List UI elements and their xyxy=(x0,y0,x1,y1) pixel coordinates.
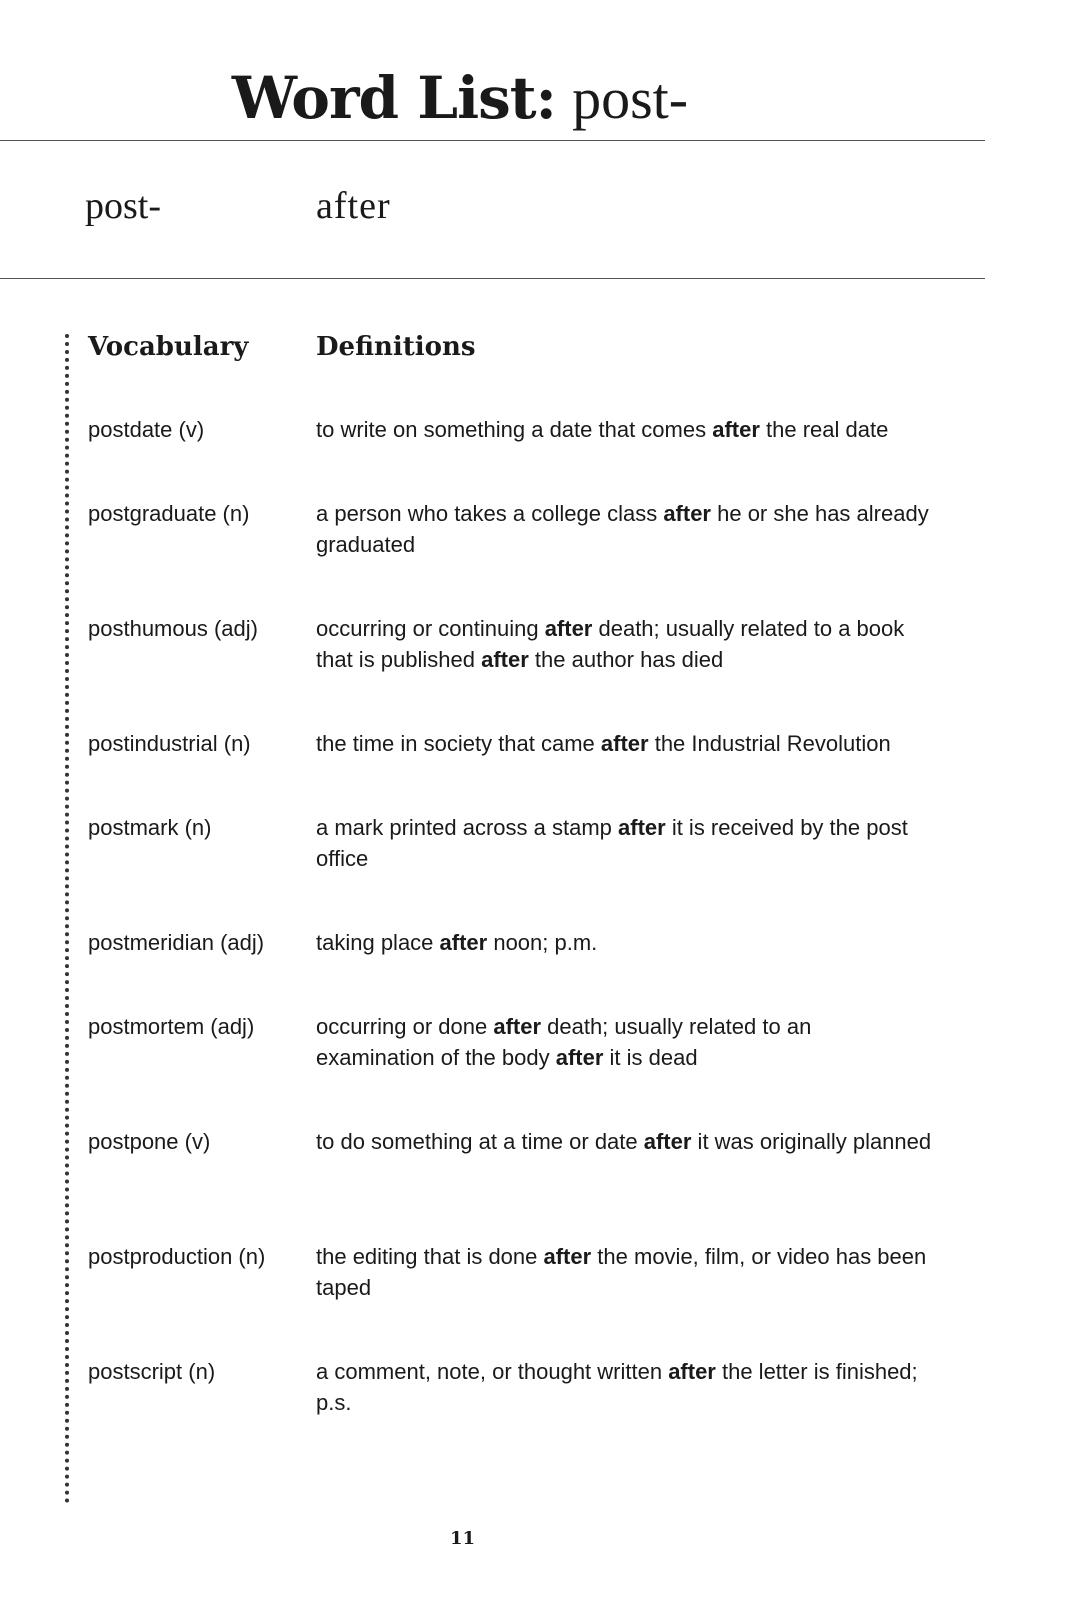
emphasis-after: after xyxy=(663,501,711,526)
vocab-definition xyxy=(316,728,936,759)
vocab-word: postpone (v) xyxy=(88,1129,211,1154)
root-prefix: post- xyxy=(85,185,161,227)
bottom-divider xyxy=(0,278,985,279)
emphasis-after: after xyxy=(481,647,529,672)
definition-text: the time in society that came xyxy=(316,731,601,756)
emphasis-after: after xyxy=(643,1129,692,1154)
definitions-header: Definitions xyxy=(316,332,476,362)
vocab-word: posthumous (adj) xyxy=(88,616,258,641)
definition-text: it is dead xyxy=(603,1045,698,1070)
definition-text: death; usually related to an examination of the body xyxy=(316,1014,812,1070)
emphasis-after: after xyxy=(600,731,649,756)
definition-text: the Industrial Revolution xyxy=(648,731,891,756)
vocab-definition xyxy=(316,812,936,874)
emphasis-after: after xyxy=(618,815,666,840)
definition-text: to write on something a date that comes xyxy=(316,417,713,442)
definition-text: a person who takes a college class xyxy=(316,501,664,526)
definition-text: to do something at a time or date xyxy=(316,1129,644,1154)
definition-text: the editing that is done xyxy=(316,1244,544,1269)
vocab-definition xyxy=(316,498,936,560)
root-meaning: after xyxy=(316,185,391,227)
emphasis-after: after xyxy=(439,930,488,955)
vocab-definition xyxy=(316,1241,936,1303)
vocab-word: postdate (v) xyxy=(88,417,205,442)
vocab-definition xyxy=(316,1011,936,1073)
definition-text: the movie, film, or video has been taped xyxy=(316,1244,927,1300)
vocab-definition xyxy=(316,1126,936,1157)
definition-text: noon; p.m. xyxy=(487,930,598,955)
dotted-margin-line xyxy=(65,334,69,1504)
top-divider xyxy=(0,140,985,141)
vocab-word: postmortem (adj) xyxy=(88,1014,255,1039)
vocab-word: postmark (n) xyxy=(88,815,212,840)
emphasis-after: after xyxy=(668,1359,716,1384)
definition-text: a mark printed across a stamp xyxy=(316,815,619,840)
page-number: 11 xyxy=(449,1528,476,1549)
vocab-definition xyxy=(316,1356,936,1418)
definition-text: a comment, note, or thought written xyxy=(316,1359,669,1384)
emphasis-after: after xyxy=(543,1244,592,1269)
definition-text: the author has died xyxy=(528,647,724,672)
emphasis-after: after xyxy=(544,616,593,641)
vocab-definition xyxy=(316,613,936,675)
title-prefix: post- xyxy=(572,66,689,131)
vocab-word: postscript (n) xyxy=(88,1359,216,1384)
definition-text: the real date xyxy=(759,417,889,442)
page-title xyxy=(0,62,920,135)
vocab-word: postgraduate (n) xyxy=(88,501,250,526)
definition-text: the letter is finished; p.s. xyxy=(316,1359,918,1415)
emphasis-after: after xyxy=(712,417,760,442)
definition-text: death; usually related to a book that is published xyxy=(316,616,905,672)
definition-text: he or she has already graduated xyxy=(316,501,929,557)
definition-text: occurring or done xyxy=(316,1014,494,1039)
emphasis-after: after xyxy=(493,1014,542,1039)
definition-text: it is received by the post office xyxy=(316,815,908,871)
vocab-definition xyxy=(316,414,936,445)
vocab-definition xyxy=(316,927,936,958)
definition-text: taking place xyxy=(316,930,440,955)
vocab-word: postproduction (n) xyxy=(88,1244,266,1269)
title-bold: Word List: xyxy=(231,64,556,132)
definition-text: occurring or continuing xyxy=(316,616,545,641)
definition-text: it was originally planned xyxy=(691,1129,932,1154)
vocab-word: postmeridian (adj) xyxy=(88,930,265,955)
emphasis-after: after xyxy=(555,1045,604,1070)
vocab-word: postindustrial (n) xyxy=(88,731,251,756)
vocabulary-header: Vocabulary xyxy=(88,332,249,362)
